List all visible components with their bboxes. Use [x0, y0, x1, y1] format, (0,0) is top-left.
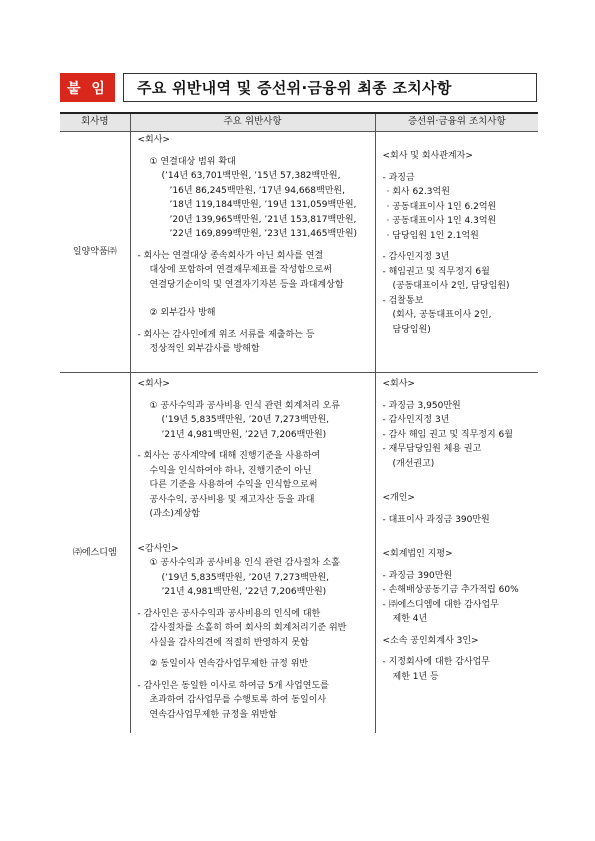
description-line: 대상에 포함하여 연결재무제표를 작성함으로써: [149, 265, 332, 275]
measure-item: - 대표이사 과징금 390만원: [382, 514, 490, 525]
description-line: 초과하여 감사업무를 수행토록 하여 동일이사: [149, 695, 327, 705]
section-header: <회계법인 지평>: [382, 549, 453, 559]
item-title: ① 공사수익과 공사비용 인식 관련 감사절차 소홀: [149, 558, 340, 568]
section-header: <회사>: [137, 379, 170, 389]
measure-item: - 검찰통보: [382, 295, 424, 306]
description-line: - 회사는 연결대상 종속회사가 아닌 회사를 연결: [137, 250, 324, 261]
measure-item: - 지정회사에 대한 감사업무: [382, 657, 490, 667]
measure-item: - 감사 해임 권고 및 직무정지 6월: [382, 429, 513, 440]
amount-line: ’21년 4,981백만원, ’22년 7,206백만원): [161, 587, 327, 597]
violations-cell: [130, 132, 375, 373]
description-line: 다른 기준을 사용하여 수익을 인식함으로써: [149, 480, 318, 490]
violations-cell: [130, 373, 375, 734]
amount-line: (’14년 63,701백만원, ’15년 57,382백만원,: [161, 171, 341, 181]
measure-item: - 과징금: [382, 172, 415, 183]
amount-line: (’19년 5,835백만원, ’20년 7,273백만원,: [161, 572, 330, 583]
measure-item: - 재무담당임원 체용 권고: [382, 444, 482, 454]
attachment-tag: 붙 임: [60, 73, 115, 102]
section-header: <회사>: [137, 135, 170, 145]
measure-item: - 감사인지정 3년: [382, 415, 450, 425]
measure-item: · 공동대표이사 1인 6.2억원: [386, 201, 497, 212]
section-header: <소속 공인회계사 3인>: [382, 635, 479, 646]
description-line: - 감사인은 동일한 이사로 하여금 5개 사업연도를: [137, 680, 329, 691]
description-line: - 회사는 공사계약에 대해 진행기준을 사용하여: [137, 451, 321, 461]
measure-note: 제한 1년 등: [392, 671, 439, 682]
measures-cell: [375, 373, 538, 734]
section-header: <회사 및 회사관계자>: [382, 151, 473, 161]
measure-item: · 담당임원 1인 2.1억원: [386, 230, 479, 241]
measure-note: (공동대표이사 2인, 담당임원): [392, 281, 510, 291]
measure-item: - 해임권고 및 직무정지 6월: [382, 266, 490, 277]
header-measures: 증선위·금융위 조치사항: [375, 113, 538, 132]
item-title: ① 연결대상 범위 확대: [149, 156, 236, 167]
description-line: - 감사인은 공사수익과 공사비용의 인식에 대한: [137, 608, 321, 619]
measure-note: 제한 4년: [392, 614, 428, 624]
amount-line: ’21년 4,981백만원, ’22년 7,206백만원): [161, 429, 327, 440]
amount-line: ’22년 169,899백만원, ’23년 131,465백만원): [169, 229, 358, 239]
measure-item: - 감사인지정 3년: [382, 252, 450, 262]
section-header: <회사>: [382, 379, 415, 389]
page-title: 주요 위반내역 및 증선위·금융위 최종 조치사항: [123, 73, 537, 102]
description-line: 수익을 인식하여야 하나, 진행기준이 아닌: [149, 465, 312, 476]
item-title: ② 동일이사 연속감사업무제한 규정 위반: [149, 659, 309, 669]
measure-note: (회사, 공동대표이사 2인,: [392, 310, 492, 320]
measure-item: - ㈜에스디엠에 대한 감사업무: [382, 599, 499, 610]
description-line: 정상적인 외부감사를 방해함: [149, 344, 260, 354]
company-name: ㈜에스디엠: [60, 373, 130, 734]
measure-note: 담당임원): [392, 324, 431, 335]
measure-item: · 공동대표이사 1인 4.3억원: [386, 216, 497, 226]
section-header: <감사인>: [137, 543, 179, 554]
measure-note: (개선권고): [392, 458, 435, 469]
amount-line: ’18년 119,184백만원, ’19년 131,059백만원,: [169, 200, 357, 210]
measures-cell: [375, 132, 538, 373]
description-line: 공사수익, 공사비용 및 재고자산 등을 과대: [149, 494, 315, 505]
description-line: (과소)계상함: [149, 509, 200, 519]
measure-item: · 회사 62.3억원: [386, 187, 450, 197]
section-header: <개인>: [382, 493, 415, 503]
description-line: 사실을 감사의견에 적절히 반영하지 못함: [149, 637, 309, 648]
sanctions-table: [60, 112, 538, 733]
measure-item: - 과징금 3,950만원: [382, 400, 461, 411]
title-bar: [60, 73, 537, 102]
description-line: 연결당기순이익 및 연결자기자본 등을 과대계상함: [149, 279, 344, 290]
item-title: ① 공사수익과 공사비용 인식 관련 회계처리 오류: [149, 400, 340, 411]
header-company: 회사명: [60, 113, 130, 132]
description-line: 연속감사업무제한 규정을 위반함: [149, 709, 277, 720]
table-row: [60, 373, 538, 734]
company-name: 일양약품㈜: [60, 132, 130, 373]
description-line: - 회사는 감사인에게 위조 서류를 제출하는 등: [137, 329, 315, 340]
amount-line: (’19년 5,835백만원, ’20년 7,273백만원,: [161, 415, 330, 425]
amount-line: ’20년 139,965백만원, ’21년 153,817백만원,: [169, 214, 357, 225]
amount-line: ’16년 86,245백만원, ’17년 94,668백만원,: [169, 185, 345, 196]
measure-item: - 과징금 390만원: [382, 570, 453, 581]
measure-item: - 손해배상공동기금 추가적립 60%: [382, 585, 519, 595]
table-header-row: [60, 113, 538, 132]
header-violations: 주요 위반사항: [130, 113, 375, 132]
table-row: [60, 132, 538, 373]
description-line: 감사절차를 소홀히 하여 회사의 회계처리기준 위반: [149, 623, 347, 633]
item-title: ② 외부감사 방해: [149, 308, 216, 318]
